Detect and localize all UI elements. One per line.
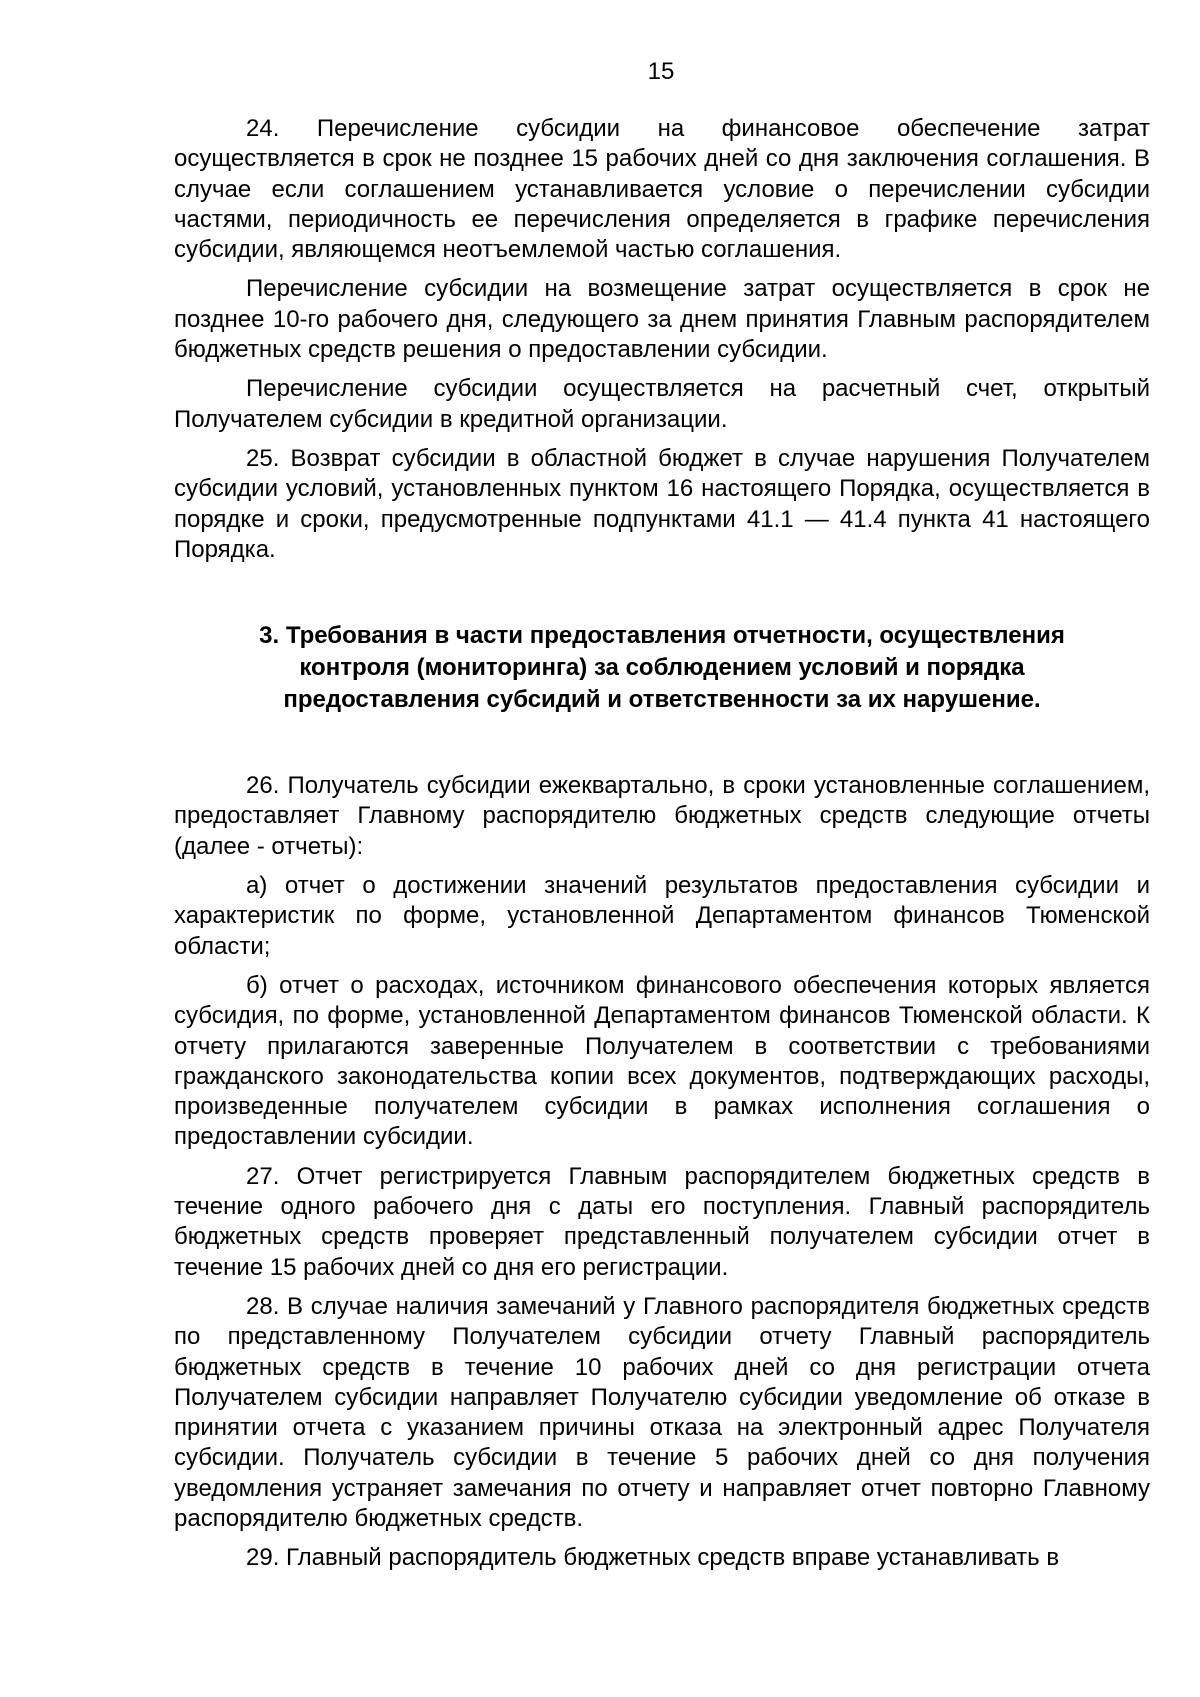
paragraph-26-a: а) отчет о достижении значений результатов предоставления субсидии и характеристик по форме, установленной Департаментом финансов Тюменской области; [174,872,1150,960]
section-3-heading: 3. Требования в части предоставления отчетности, осуществления контроля (мониторинга) за соблюдением условий и порядка предоставления субсидий и ответственности за их нарушение. [259,622,1065,714]
document-body [174,114,1150,1574]
paragraph-24-account: Перечисление субсидии осуществляется на расчетный счет, открытый Получателем субсидии в кредитной организации. [174,375,1150,433]
paragraph-28: 28. В случае наличия замечаний у Главного распорядителя бюджетных средств по представленному Получателем субсидии отчету Главный распорядитель бюджетных средств в течение 10 рабочих дней со дня регистрации отчета Получателем субсидии направляет Получателю субсидии уведомление об отказе в принятии отчета с указанием причины отказа на электронный адрес Получателя субсидии. Получатель субсидии в течение 5 рабочих дней со дня получения уведомления устраняет замечания по отчету и направляет отчет повторно Главному распорядителю бюджетных средств. [174,1292,1150,1532]
paragraph-25: 25. Возврат субсидии в областной бюджет в случае нарушения Получателем субсидии условий, установленных пунктом 16 настоящего Порядка, осуществляется в порядке и сроки, предусмотренные подпунктами 41.1 — 41.4 пункта 41 настоящего Порядка. [174,444,1150,563]
paragraph-26: 26. Получатель субсидии ежеквартально, в сроки установленные соглашением, предоставляет Главному распорядителю бюджетных средств следующие отчеты (далее - отчеты): [174,772,1150,860]
paragraph-27: 27. Отчет регистрируется Главным распорядителем бюджетных средств в течение одного рабочего дня с даты его поступления. Главный распорядитель бюджетных средств проверяет представленный получателем субсидии отчет в течение 15 рабочих дней со дня его регистрации. [174,1162,1150,1281]
paragraph-24: 24. Перечисление субсидии на финансовое обеспечение затрат осуществляется в срок не позднее 15 рабочих дней со дня заключения соглашения. В случае если соглашением устанавливается условие о перечислении субсидии частями, периодичность ее перечисления определяется в графике перечисления субсидии, являющемся неотъемлемой частью соглашения. [174,115,1150,264]
paragraph-26-b: б) отчет о расходах, источником финансового обеспечения которых является субсидия, по форме, установленной Департаментом финансов Тюменской области. К отчету прилагаются заверенные Получателем в соответствии с требованиями гражданского законодательства копии всех документов, подтверждающих расходы, произведенные получателем субсидии в рамках исполнения соглашения о предоставлении субсидии. [174,971,1150,1151]
paragraph-24-reimbursement: Перечисление субсидии на возмещение затрат осуществляется в срок не позднее 10-го рабочего дня, следующего за днем принятия Главным распорядителем бюджетных средств решения о предоставлении субсидии. [174,275,1150,364]
paragraph-29: 29. Главный распорядитель бюджетных средств вправе устанавливать в [246,1544,1060,1572]
page-number: 15 [647,58,675,85]
